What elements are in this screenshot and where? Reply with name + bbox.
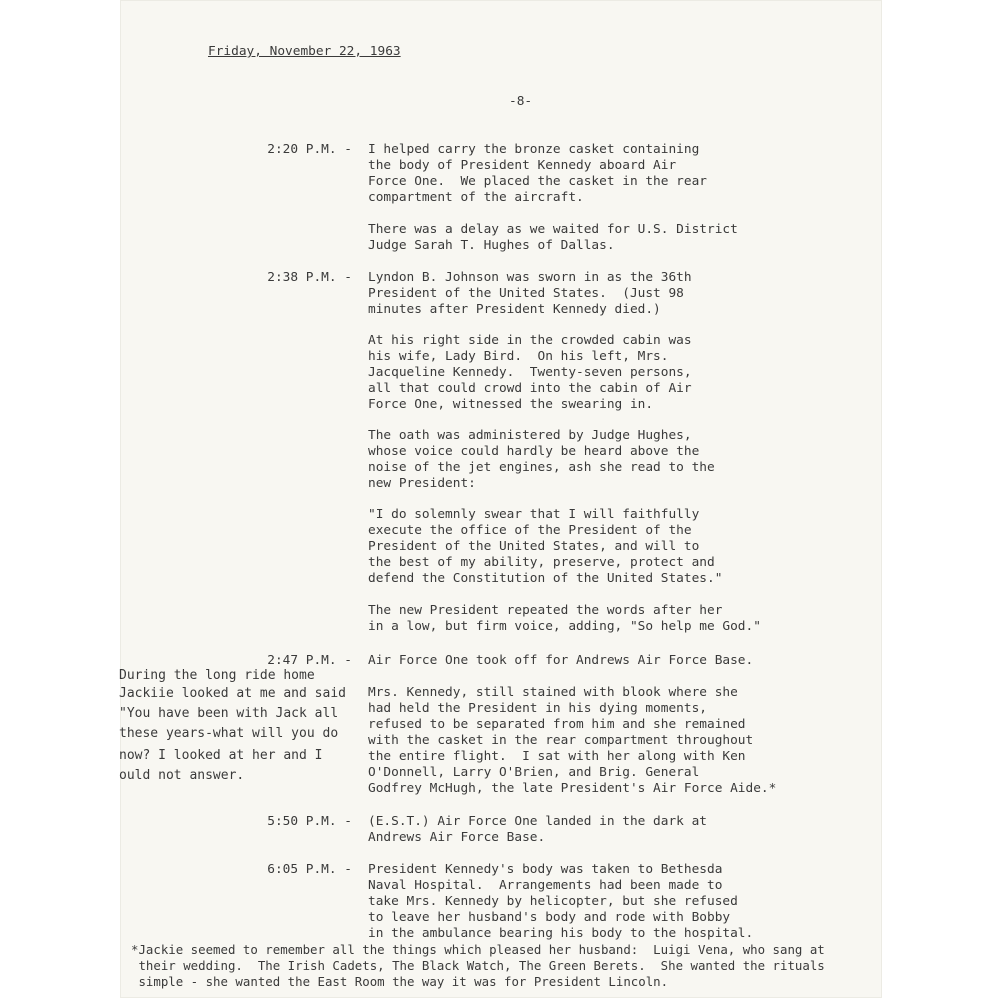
entry-text-line: Lyndon B. Johnson was sworn in as the 36th	[368, 270, 692, 285]
entry-time: 6:05 P.M. -	[267, 862, 352, 877]
footnote-line: simple - she wanted the East Room the way it was for President Lincoln.	[131, 974, 669, 989]
entry-text-line: The oath was administered by Judge Hughes,	[368, 428, 692, 443]
entry-text-line: to leave her husband's body and rode with Bobby	[368, 910, 731, 925]
entry-text-line: Judge Sarah T. Hughes of Dallas.	[368, 238, 615, 253]
entry-text-line: O'Donnell, Larry O'Brien, and Brig. General	[368, 765, 700, 780]
entry-text-line: Mrs. Kennedy, still stained with blook where she	[368, 685, 738, 700]
entry-text-line: minutes after President Kennedy died.)	[368, 302, 661, 317]
entry-text-line: (E.S.T.) Air Force One landed in the dark at	[368, 814, 707, 829]
margin-note-line: "You have been with Jack all	[119, 706, 339, 721]
footnote-line: their wedding. The Irish Cadets, The Black Watch, The Green Berets. She wanted the rituals	[131, 958, 825, 973]
entry-text-line: There was a delay as we waited for U.S. District	[368, 222, 738, 237]
entry-text-line: noise of the jet engines, ash she read to the	[368, 460, 715, 475]
entry-text-line: with the casket in the rear compartment throughout	[368, 733, 754, 748]
entry-text-line: The new President repeated the words after her	[368, 603, 723, 618]
entry-text-line: At his right side in the crowded cabin was	[368, 333, 692, 348]
entry-text-line: compartment of the aircraft.	[368, 190, 584, 205]
entry-text-line: President Kennedy's body was taken to Bethesda	[368, 862, 723, 877]
entry-text-line: Naval Hospital. Arrangements had been made to	[368, 878, 723, 893]
entry-text-line: in the ambulance bearing his body to the hospital.	[368, 926, 754, 941]
entry-time: 5:50 P.M. -	[267, 814, 352, 829]
entry-time: 2:38 P.M. -	[267, 270, 352, 285]
entry-text-line: the body of President Kennedy aboard Air	[368, 158, 677, 173]
entry-text-line: the entire flight. I sat with her along with Ken	[368, 749, 746, 764]
entry-text-line: new President:	[368, 476, 476, 491]
margin-note-line: Jackiie looked at me and said	[119, 686, 346, 701]
page-date: Friday, November 22, 1963	[208, 44, 401, 59]
entry-text-line: Force One. We placed the casket in the rear	[368, 174, 707, 189]
entry-text-line: Andrews Air Force Base.	[368, 830, 546, 845]
entry-text-line: his wife, Lady Bird. On his left, Mrs.	[368, 349, 669, 364]
entry-text-line: President of the United States. (Just 98	[368, 286, 684, 301]
oath-quote-line: "I do solemnly swear that I will faithfully	[368, 507, 700, 522]
margin-note-line: these years-what will you do	[119, 726, 339, 741]
entry-time: 2:47 P.M. -	[267, 653, 352, 668]
page-number: -8-	[509, 94, 533, 109]
oath-quote-line: the best of my ability, preserve, protect and	[368, 555, 715, 570]
entry-text-line: Force One, witnessed the swearing in.	[368, 397, 654, 412]
entry-text-line: refused to be separated from him and she remained	[368, 717, 746, 732]
footnote-line: *Jackie seemed to remember all the things which pleased her husband: Luigi Vena, who sang at	[131, 942, 825, 957]
entry-text-line: in a low, but firm voice, adding, "So help me God."	[368, 619, 761, 634]
margin-note-line: During the long ride home	[119, 668, 315, 683]
entry-text-line: take Mrs. Kennedy by helicopter, but she refused	[368, 894, 738, 909]
margin-note-line: now? I looked at her and I	[119, 748, 323, 763]
entry-text-line: all that could crowd into the cabin of Air	[368, 381, 692, 396]
oath-quote-line: President of the United States, and will to	[368, 539, 700, 554]
entry-text-line: whose voice could hardly be heard above the	[368, 444, 700, 459]
margin-note-line: ould not answer.	[119, 768, 245, 783]
oath-quote-line: defend the Constitution of the United States."	[368, 571, 723, 586]
entry-text-line: Godfrey McHugh, the late President's Air Force Aide.*	[368, 781, 777, 796]
entry-text-line: I helped carry the bronze casket containing	[368, 142, 700, 157]
entry-text-line: Jacqueline Kennedy. Twenty-seven persons,	[368, 365, 692, 380]
entry-time: 2:20 P.M. -	[267, 142, 352, 157]
entry-text-line: had held the President in his dying moments,	[368, 701, 707, 716]
entry-text-line: Air Force One took off for Andrews Air Force Base.	[368, 653, 754, 668]
oath-quote-line: execute the office of the President of the	[368, 523, 692, 538]
